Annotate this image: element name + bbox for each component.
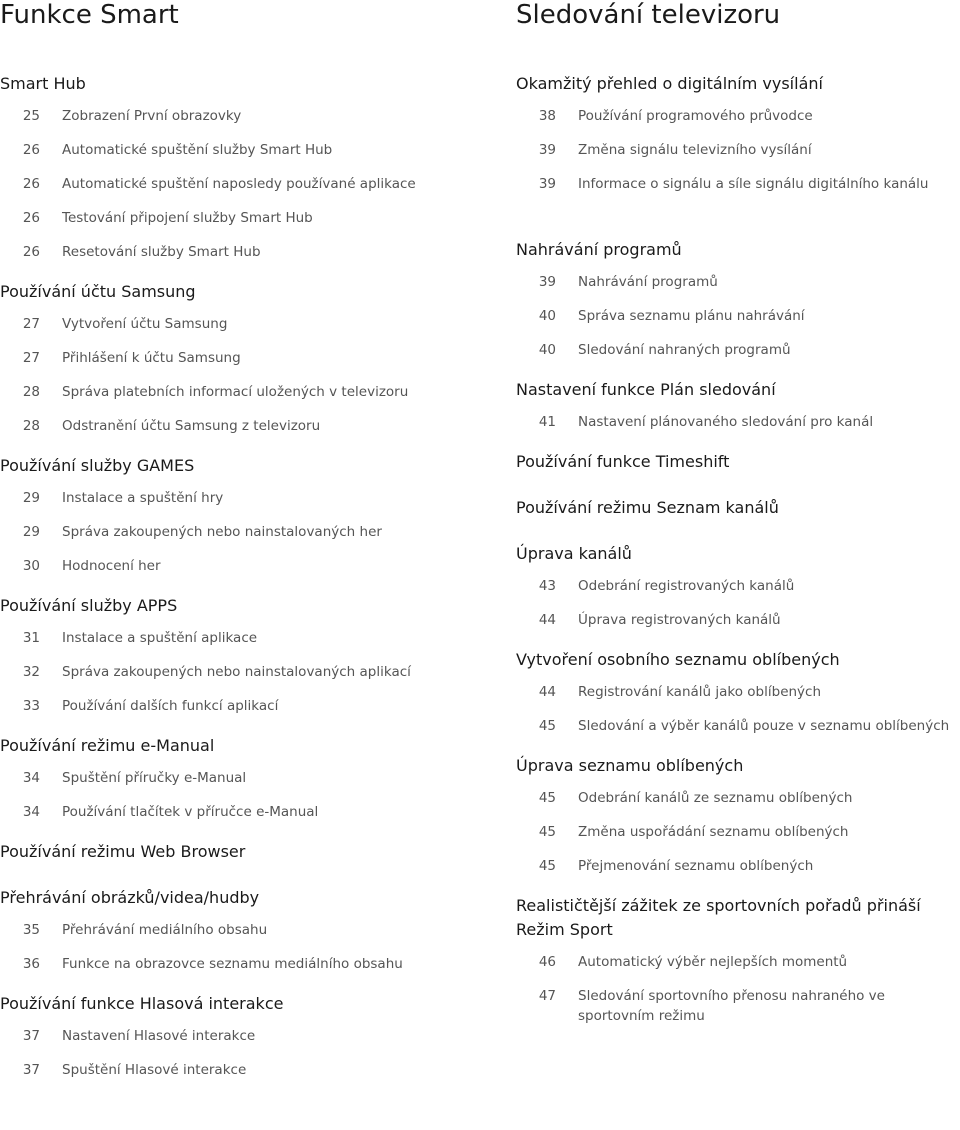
section-title[interactable]: Smart Hub — [0, 74, 86, 93]
page-number: 27 — [22, 350, 40, 366]
entry-text: Přejmenování seznamu oblíbených — [578, 858, 814, 874]
entry-text: Sledování a výběr kanálů pouze v seznamu oblíbených — [578, 718, 950, 734]
toc-entry[interactable] — [0, 522, 500, 542]
entry-text: Registrování kanálů jako oblíbených — [578, 684, 822, 700]
toc-entry[interactable] — [516, 788, 960, 808]
entry-text: Odebrání kanálů ze seznamu oblíbených — [578, 790, 853, 806]
page-number: 44 — [538, 612, 556, 628]
toc-entry[interactable] — [0, 802, 500, 822]
entry-text: Resetování služby Smart Hub — [62, 244, 261, 260]
section-title[interactable]: Nastavení funkce Plán sledování — [516, 380, 776, 399]
toc-entry[interactable] — [516, 174, 960, 194]
entry-text: Funkce na obrazovce seznamu mediálního obsahu — [62, 956, 403, 972]
toc-entry[interactable] — [516, 576, 960, 596]
toc-entry[interactable] — [0, 696, 500, 716]
entry-text: Odebrání registrovaných kanálů — [578, 578, 795, 594]
entry-text: Instalace a spuštění hry — [62, 490, 224, 506]
entry-text: Informace o signálu a síle signálu digitálního kanálu — [578, 176, 929, 192]
page-number: 28 — [22, 384, 40, 400]
toc-entry[interactable] — [516, 340, 960, 360]
section-title[interactable]: Používání funkce Hlasová interakce — [0, 994, 284, 1013]
toc-entry[interactable] — [516, 306, 960, 326]
section-title[interactable]: Realističtější zážitek ze sportovních pořadů přináší Režim Sport — [516, 896, 921, 939]
entry-text: Nahrávání programů — [578, 274, 718, 290]
section-title[interactable]: Používání režimu Web Browser — [0, 842, 246, 861]
toc-entry[interactable] — [516, 682, 960, 702]
entry-text: Přihlášení k účtu Samsung — [62, 350, 241, 366]
page-number: 40 — [538, 342, 556, 358]
page-number: 36 — [22, 956, 40, 972]
page-number: 39 — [538, 176, 556, 192]
toc-entry[interactable] — [516, 140, 960, 160]
page-number: 45 — [538, 790, 556, 806]
toc-entry[interactable] — [0, 416, 500, 436]
page-number: 32 — [22, 664, 40, 680]
toc-entry[interactable] — [0, 106, 500, 126]
toc-entry[interactable] — [0, 382, 500, 402]
entry-text: Správa zakoupených nebo nainstalovaných her — [62, 524, 382, 540]
entry-text: Nastavení plánovaného sledování pro kanál — [578, 414, 874, 430]
entry-text: Sledování sportovního přenosu nahraného ve sportovním režimu — [578, 988, 885, 1024]
right-column — [516, 0, 960, 1024]
page-number: 29 — [22, 490, 40, 506]
page-number: 40 — [538, 308, 556, 324]
toc-entry[interactable] — [0, 920, 500, 940]
entry-text: Změna signálu televizního vysílání — [578, 142, 812, 158]
page-number: 26 — [22, 176, 40, 192]
toc-entry[interactable] — [0, 768, 500, 788]
section-title[interactable]: Používání režimu Seznam kanálů — [516, 498, 779, 517]
page-number: 28 — [22, 418, 40, 434]
entry-text: Automatické spuštění služby Smart Hub — [62, 142, 333, 158]
section-title[interactable]: Používání funkce Timeshift — [516, 452, 730, 471]
toc-entry[interactable] — [516, 822, 960, 842]
toc-entry[interactable] — [0, 348, 500, 368]
entry-text: Spuštění Hlasové interakce — [62, 1062, 247, 1078]
column-title: Sledování televizoru — [516, 0, 781, 30]
page-number: 38 — [538, 108, 556, 124]
section-title[interactable]: Úprava kanálů — [516, 544, 632, 563]
page-number: 31 — [22, 630, 40, 646]
section-title[interactable]: Přehrávání obrázků/videa/hudby — [0, 888, 260, 907]
toc-entry[interactable] — [516, 952, 960, 972]
toc-entry[interactable] — [0, 954, 500, 974]
page-number: 39 — [538, 274, 556, 290]
toc-entry[interactable] — [516, 610, 960, 630]
toc-entry[interactable] — [0, 628, 500, 648]
entry-text: Správa zakoupených nebo nainstalovaných aplikací — [62, 664, 411, 680]
toc-entry[interactable] — [516, 986, 960, 1026]
entry-text: Správa seznamu plánu nahrávání — [578, 308, 805, 324]
column-title: Funkce Smart — [0, 0, 179, 30]
toc-entry[interactable] — [516, 716, 960, 736]
toc-entry[interactable] — [0, 1026, 500, 1046]
page-number: 44 — [538, 684, 556, 700]
entry-text: Změna uspořádání seznamu oblíbených — [578, 824, 849, 840]
page-number: 35 — [22, 922, 40, 938]
page-number: 41 — [538, 414, 556, 430]
section-title[interactable]: Úprava seznamu oblíbených — [516, 756, 744, 775]
left-column — [0, 0, 500, 1078]
toc-entry[interactable] — [0, 314, 500, 334]
page-number: 29 — [22, 524, 40, 540]
section-title[interactable]: Používání účtu Samsung — [0, 282, 196, 301]
page-number: 26 — [22, 244, 40, 260]
entry-text: Nastavení Hlasové interakce — [62, 1028, 256, 1044]
toc-entry[interactable] — [0, 174, 500, 194]
section-title[interactable]: Nahrávání programů — [516, 240, 682, 259]
section-title[interactable]: Používání služby APPS — [0, 596, 178, 615]
entry-text: Testování připojení služby Smart Hub — [62, 210, 313, 226]
entry-text: Používání dalších funkcí aplikací — [62, 698, 279, 714]
entry-text: Odstranění účtu Samsung z televizoru — [62, 418, 321, 434]
entry-text: Automatické spuštění naposledy používané aplikace — [62, 176, 416, 192]
entry-text: Přehrávání mediálního obsahu — [62, 922, 268, 938]
toc-entry[interactable] — [0, 208, 500, 228]
entry-text: Zobrazení První obrazovky — [62, 108, 242, 124]
page-number: 39 — [538, 142, 556, 158]
entry-text: Používání tlačítek v příručce e-Manual — [62, 804, 319, 820]
page-number: 37 — [22, 1062, 40, 1078]
toc-entry[interactable] — [0, 488, 500, 508]
toc-entry[interactable] — [516, 856, 960, 876]
page-number: 37 — [22, 1028, 40, 1044]
entry-text: Sledování nahraných programů — [578, 342, 791, 358]
page-number: 33 — [22, 698, 40, 714]
toc-entry[interactable] — [0, 556, 500, 576]
page-number: 25 — [22, 108, 40, 124]
toc-entry[interactable] — [516, 412, 960, 432]
entry-text: Hodnocení her — [62, 558, 161, 574]
entry-text: Automatický výběr nejlepších momentů — [578, 954, 848, 970]
entry-text: Používání programového průvodce — [578, 108, 813, 124]
page-number: 45 — [538, 718, 556, 734]
page-number: 30 — [22, 558, 40, 574]
toc-entry[interactable] — [516, 106, 960, 126]
section-title[interactable]: Okamžitý přehled o digitálním vysílání — [516, 74, 823, 93]
entry-text: Vytvoření účtu Samsung — [62, 316, 228, 332]
entry-text: Správa platebních informací uložených v televizoru — [62, 384, 409, 400]
toc-entry[interactable] — [0, 140, 500, 160]
section-title[interactable]: Používání režimu e-Manual — [0, 736, 215, 755]
page-number: 26 — [22, 142, 40, 158]
page-number: 34 — [22, 804, 40, 820]
page-number: 47 — [538, 988, 556, 1004]
page-number: 26 — [22, 210, 40, 226]
page-number: 45 — [538, 824, 556, 840]
section-title[interactable]: Používání služby GAMES — [0, 456, 195, 475]
entry-text: Instalace a spuštění aplikace — [62, 630, 258, 646]
page-number: 27 — [22, 316, 40, 332]
section-title[interactable]: Vytvoření osobního seznamu oblíbených — [516, 650, 840, 669]
entry-text: Úprava registrovaných kanálů — [578, 612, 781, 628]
page-number: 46 — [538, 954, 556, 970]
toc-entry[interactable] — [0, 242, 500, 262]
toc-entry[interactable] — [0, 662, 500, 682]
toc-entry[interactable] — [0, 1060, 500, 1080]
page-number: 34 — [22, 770, 40, 786]
entry-text: Spuštění příručky e-Manual — [62, 770, 247, 786]
page-number: 45 — [538, 858, 556, 874]
toc-entry[interactable] — [516, 272, 960, 292]
page-number: 43 — [538, 578, 556, 594]
